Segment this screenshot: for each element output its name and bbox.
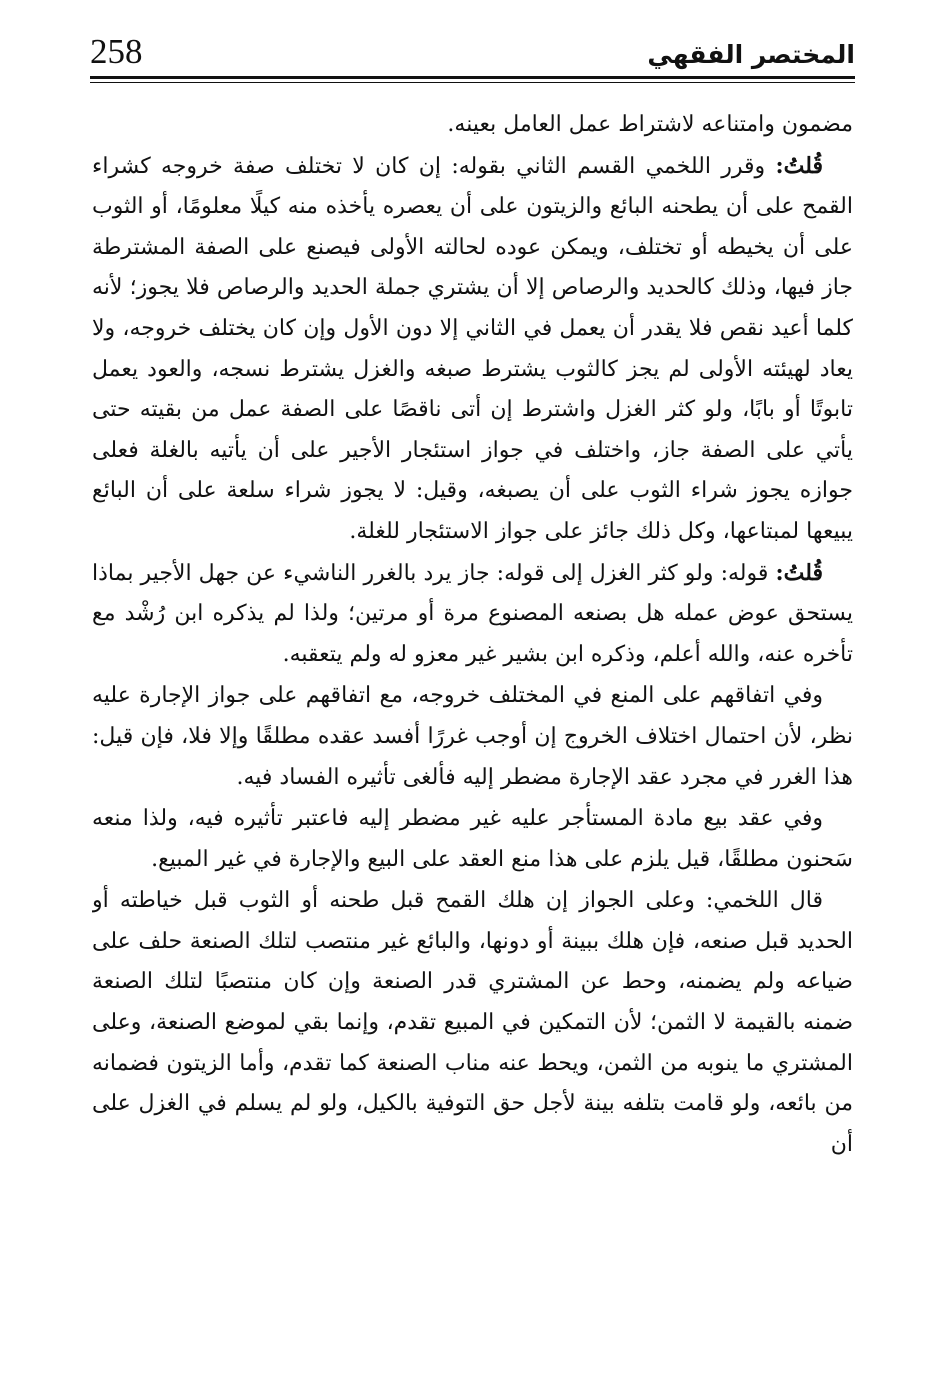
paragraph — [92, 146, 853, 553]
paragraph-text: قوله: ولو كثر الغزل إلى قوله: جاز يرد بالغرر الناشيء عن جهل الأجير بماذا يستحق عوض عمله هل بصنعه المصنوع مرة أو مرتين؛ ولذا لم يذكره ابن رُشْد مع تأخره عنه، والله أعلم، وذكره ابن بشير غير معزو له ولم يتعقبه. — [92, 560, 853, 667]
page-header — [90, 28, 855, 84]
paragraph-text: وقرر اللخمي القسم الثاني بقوله: إن كان لا تختلف صفة خروجه كشراء القمح على أن يطحنه البائع والزيتون على أن يعصره يأخذه منه كيلًا معلومًا، أو الثوب على أن يخيطه أو تختلف، ويمكن عوده لحالته الأولى فيصنع على الصفة المشترطة جاز فيها، وذلك كالحديد والرصاص إلا أن يشتري جملة الحديد والرصاص فلا يجوز؛ لأنه كلما أعيد نقص فلا يقدر أن يعمل في الثاني إلا دون الأول وإن كان يختلف خروجه، ولا يعاد لهيئته الأولى لم يجز كالثوب يشترط صبغه والغزل يشترط نسجه، والعود يعمل تابوتًا أو بابًا، ولو كثر الغزل واشترط إن أتى ناقصًا على الصفة عمل من بقيته حتى يأتي على الصفة جاز، واختلف في جواز استئجار الأجير على أن يأتيه بالغلة فعلى جوازه يجوز شراء الثوب على أن يصبغه، وقيل: لا يجوز شراء سلعة على أن البائع يبيعها لمبتاعها، وكل ذلك جائز على جواز الاستئجار للغلة. — [92, 153, 853, 544]
header-rule-thick — [90, 76, 855, 79]
paragraph-text: وفي اتفاقهم على المنع في المختلف خروجه، مع اتفاقهم على جواز الإجارة عليه نظر، لأن احتمال اختلاف الخروج إن أوجب غررًا أفسد عقده مطلقًا وإلا فلا، فإن قيل: هذا الغرر في مجرد عقد الإجارة مضطر إليه فألغى تأثيره الفساد فيه. — [92, 683, 853, 790]
paragraph-text: مضمون وامتناعه لاشتراط عمل العامل بعينه. — [447, 112, 853, 137]
paragraph-lead: قُلتُ: — [775, 559, 823, 586]
paragraph — [92, 798, 853, 880]
paragraph-lead: قُلتُ: — [775, 152, 823, 179]
paragraph-text: وفي عقد بيع مادة المستأجر عليه غير مضطر إليه فاعتبر تأثيره فيه، ولذا منعه سَحنون مطلقًا، قيل يلزم على هذا منع العقد على البيع والإجارة في غير المبيع. — [92, 806, 853, 872]
paragraph-text: قال اللخمي: وعلى الجواز إن هلك القمح قبل طحنه أو الثوب قبل خياطته أو الحديد قبل صنعه، فإن هلك ببينة أو دونها، والبائع غير منتصب لتلك الصنعة حلف على ضياعه ولم يضمنه، وحط عن المشتري قدر الصنعة وإن كان منتصبًا لتلك الصنعة ضمنه بالقيمة لا الثمن؛ لأن التمكين في المبيع تقدم، وإنما بقي لموضع الصنعة، وعلى المشتري ما ينوبه من الثمن، ويحط عنه مناب الصنعة كما تقدم، وأما الزيتون فضمانه من بائعه، ولو قامت بتلفه بينة لأجل حق التوفية بالكيل، ولو لم يسلم في الغزل على أن — [92, 888, 853, 1157]
paragraph — [92, 553, 853, 676]
paragraph — [92, 104, 853, 146]
book-title: المختصر الفقهي — [647, 40, 855, 69]
page-number: 258 — [90, 32, 143, 71]
paragraph — [92, 880, 853, 1165]
header-rule-thin — [90, 82, 855, 83]
body-text — [92, 104, 853, 1354]
paragraph — [92, 675, 853, 798]
